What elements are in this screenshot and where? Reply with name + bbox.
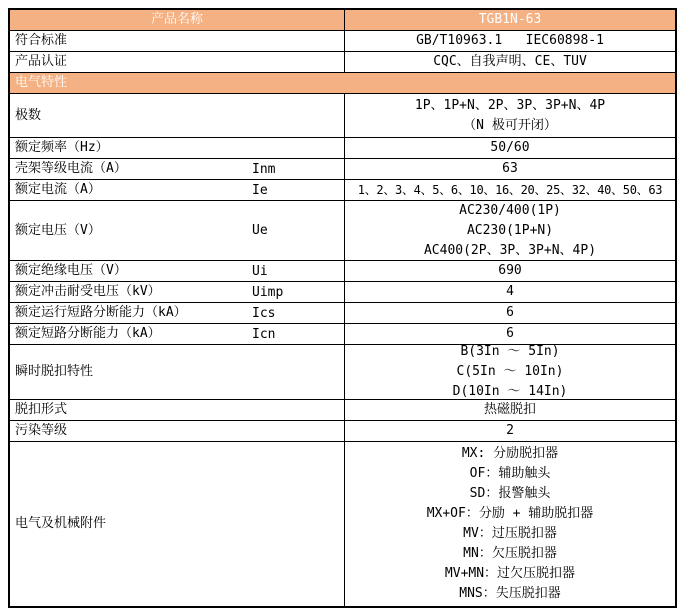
row-impulse-voltage: [10, 282, 675, 303]
ultimate-breaking-symbol: Icn: [252, 326, 276, 342]
section-label: 电气特性: [15, 75, 68, 90]
row-certification: [10, 52, 675, 73]
impulse-voltage-label: 额定冲击耐受电压（kV）: [15, 284, 161, 299]
value-line: AC230(1P+N): [466, 222, 554, 238]
value-line: 1P、1P+N、2P、3P、3P+N、4P: [414, 97, 606, 113]
ultimate-breaking-value: 6: [506, 326, 514, 341]
section-electrical-characteristics: [10, 73, 675, 94]
instantaneous-tripping-label: 瞬时脱扣特性: [15, 364, 94, 379]
insulation-voltage-value: 690: [498, 263, 522, 278]
row-frequency: [10, 138, 675, 159]
rated-voltage-symbol: Ue: [252, 223, 268, 238]
value-line: C(5In ～ 10In): [456, 364, 564, 379]
row-poles: [10, 94, 675, 138]
product-name-label: 产品名称: [150, 12, 203, 27]
rated-voltage-label: 额定电压（V）: [15, 222, 101, 238]
value-line: B(3In ～ 5In): [460, 345, 560, 359]
value-line: MX: 分励脱扣器: [461, 446, 559, 461]
row-rated-current: [10, 180, 675, 201]
value-line: MX+OF：分励 + 辅助脱扣器: [426, 506, 594, 521]
frame-current-label: 壳架等级电流（A）: [15, 161, 127, 176]
rated-current-value: 1、2、3、4、5、6、10、16、20、25、32、40、50、63: [357, 183, 663, 197]
row-insulation-voltage: [10, 261, 675, 282]
impulse-voltage-symbol: Uimp: [252, 284, 284, 300]
trip-type-label: 脱扣形式: [15, 402, 68, 417]
frequency-value: 50/60: [490, 140, 530, 155]
standards-label: 符合标准: [15, 33, 68, 48]
value-line: AC230/400(1P): [459, 202, 561, 218]
frame-current-value: 63: [502, 161, 518, 176]
frequency-label: 额定频率（Hz）: [15, 140, 109, 155]
insulation-voltage-label: 额定绝缘电压（V）: [15, 263, 127, 278]
row-instantaneous-tripping: [10, 345, 675, 400]
pollution-degree-value: 2: [506, 423, 514, 438]
value-line: MV+MN：过欠压脱扣器: [444, 566, 576, 581]
service-breaking-value: 6: [506, 305, 514, 320]
row-service-breaking-capacity: [10, 303, 675, 324]
value-line: （N 极可开闭）: [463, 117, 557, 133]
service-breaking-symbol: Ics: [252, 305, 276, 321]
row-frame-current: [10, 159, 675, 180]
frame-current-symbol: Inm: [252, 161, 276, 177]
standards-value: GB/T10963.1 IEC60898-1: [416, 33, 604, 48]
product-model-cell: [345, 10, 675, 30]
row-standards: [10, 31, 675, 52]
rated-current-symbol: Ie: [252, 182, 268, 198]
value-line: AC400(2P、3P、3P+N、4P): [423, 242, 597, 258]
row-ultimate-breaking-capacity: [10, 324, 675, 345]
row-rated-voltage: [10, 201, 675, 261]
value-line: OF：辅助触头: [469, 466, 551, 481]
product-name-header-cell: [10, 10, 345, 30]
accessories-label: 电气及机械附件: [15, 516, 107, 531]
product-model-value: TGB1N-63: [478, 12, 542, 27]
value-line: MV：过压脱扣器: [463, 526, 557, 541]
value-line: MNS：失压脱扣器: [459, 586, 561, 601]
rated-current-label: 额定电流（A）: [15, 182, 101, 197]
trip-type-value: 热磁脱扣: [483, 402, 536, 417]
poles-label: 极数: [15, 107, 42, 123]
certification-value: CQC、自我声明、CE、TUV: [433, 54, 587, 69]
row-product-name: [10, 10, 675, 31]
pollution-degree-label: 污染等级: [15, 423, 68, 438]
insulation-voltage-symbol: Ui: [252, 263, 268, 279]
impulse-voltage-value: 4: [506, 284, 514, 299]
row-pollution-degree: [10, 421, 675, 442]
product-spec-table: [8, 8, 677, 608]
ultimate-breaking-label: 额定短路分断能力（kA）: [15, 326, 161, 341]
row-trip-type: [10, 400, 675, 421]
value-line: MN：欠压脱扣器: [463, 546, 557, 561]
service-breaking-label: 额定运行短路分断能力（kA）: [15, 305, 187, 320]
value-line: SD：报警触头: [469, 486, 551, 501]
row-accessories: [10, 442, 675, 606]
value-line: D(10In ～ 14In): [452, 384, 568, 399]
certification-label: 产品认证: [15, 54, 68, 69]
